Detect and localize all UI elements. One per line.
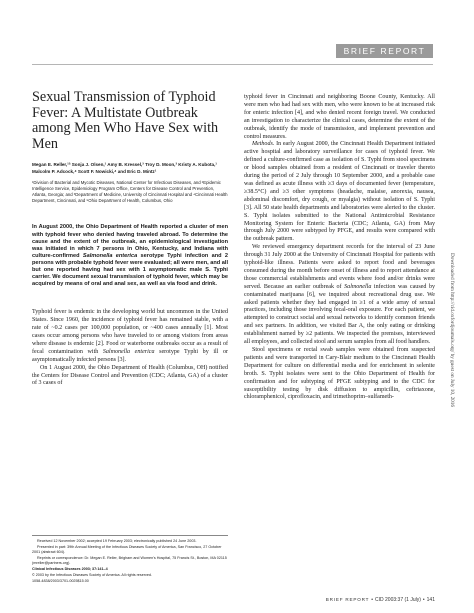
footer-section: BRIEF REPORT [325, 597, 370, 602]
methods-heading: Methods. [252, 141, 275, 148]
body-text: In early August 2000, the Cincinnati Health Department initiated active hospital and laboratory surveillance for cases of typhoid fever. We defined a culture-confirmed case as isolation of S. Typhi from stool specimens or blood samples obtained from a resident of Cincinnati or traveler thereto during the period of 2 July through 10 September 2000, and a probable case was defined as acute illness with ≥3 days of documented fever (temperature, ≥38.5°C) and ≥3 other symptoms (headache, malaise, anorexia, nausea, abdominal discomfort, dry cough, or myalgia) without isolation of S. Typhi [3]. All 50 state health departments and laboratories were alerted to the cluster. S. Typhi isolates submitted to the National Antimicrobial Resistance Monitoring System for Enteric Bacteria (CDC; Atlanta, GA) from May through July 2000 were subtyped by PFGE, and results were compared with the outbreak pattern. [244, 141, 435, 243]
left-body-text [32, 309, 228, 388]
body-text: serotype Typhi by ill or asymptomatically infected persons [3]. [32, 348, 228, 363]
footer-separator: • [422, 597, 425, 603]
author-list: Megan E. Reller,¹ª Sonja J. Olsen,¹ Amy B. Kressel,³ Troy D. Moon,³ Kristy A. Kubota,¹ Malcolm P. Adcock,⁴ Scott F. Nowicki,⁴ and Eric D. Mintz¹ [32, 162, 217, 174]
brief-report-banner: BRIEF REPORT [336, 44, 433, 58]
footnote-copyright: © 2003 by the Infectious Diseases Society of America. All rights reserved. [32, 573, 152, 577]
body-text: infection was caused by contaminated marijuana [6], we inquired about recreational drug use. We asked patients whether they had engaged in ≥1 of a wide array of sexual practices, including those involving fecal-oral exposure. For each patient, we attempted to construct social and sexual networks to identify common friends and sex partners. In addition, we visited Bar A, the only eating or drinking establishment named by ≥2 patients. We inspected the premises, interviewed all employees, and collected stool and serum samples from all food handlers. [244, 283, 435, 346]
banner-rule [32, 64, 433, 65]
footer-journal: CID 2003:37 (1 July) [375, 597, 421, 603]
download-notice[interactable]: Downloaded from http://cid.oxfordjournals.org/ by guest on July 10, 2016 [449, 253, 455, 407]
page-footer [326, 597, 435, 603]
body-paragraph [32, 309, 228, 364]
footnote-journal: Clinical Infectious Diseases 2003; 37:141–4 [32, 567, 108, 571]
body-paragraph: typhoid fever in Cincinnati and neighboring Boone County, Kentucky. All were men who had had sex with men, who were known to be at increased risk for enteric infection [4], and who denied recent foreign travel. We conducted an investigation to characterize the clinical cases, determine the extent of the outbreak, identify the mode of transmission, and implement prevention and control measures. [244, 94, 435, 140]
author-affiliations: ¹Division of Bacterial and Mycotic Diseases, National Center for Infectious Diseases, and ²Epidemic Intelligence Service, Epidemiology Program Office, Centers for Disease Control and Prevention, Atlanta, Georgia; and ³Department of Medicine, University of Cincinnati Hospital and ⁴Cincinnati Health Department, Cincinnati, and ⁵Ohio Department of Health, Columbus, Ohio [32, 179, 228, 204]
footnote-rule [32, 535, 228, 536]
footnote-reprints: Reprints or correspondence: Dr. Megan E. Reller, Brigham and Women's Hospital, 75 Francis St., Boston, MA 02115 (mreller@partners.org). [32, 556, 227, 565]
body-paragraph [244, 244, 435, 347]
body-paragraph: Stool specimens or rectal swab samples were obtained from suspected patients and were transported in Cary-Blair medium to the Cincinnati Health Department for culture on differential media and for enrichment in selenite broth. S. Typhi isolates were sent to the Ohio Department of Health for confirmation and for subtyping of PFGE subtyping and to the CDC for susceptibility testing by disk diffusion to ampicillin, ceftriaxone, chloramphenicol, ciprofloxacin, and trimethoprim–sulfameth- [244, 347, 435, 401]
footer-separator: • [371, 597, 374, 603]
abstract-text-a: In August 2000, the Ohio Department of Health reported a cluster of men with typhoid fever who denied having traveled abroad. To determine the cause and the extent of the outbreak, an epidemiological investigation was initiated in which 7 persons in Ohio, Kentucky, and Indiana with culture-confirmed [32, 224, 228, 259]
abstract-text-b: serotype Typhi infection and 2 persons with probable typhoid fever were evaluated; all were men, and all but one reported having had sex with 1 asymptomatic male S. Typhi carrier. We document sexual transmission of typhoid fever, which may be acquired by means of oral and anal sex, as well as via food and drink. [32, 252, 229, 288]
body-paragraph: On 1 August 2000, the Ohio Department of Health (Columbus, OH) notified the Centers for Disease Control and Prevention (CDC; Atlanta, GA) of a cluster of 3 cases of [32, 364, 228, 387]
page-number: 141 [426, 597, 435, 603]
body-text: We reviewed emergency department records for the interval of 23 June through 31 July 2000 at the University of Cincinnati Hospital for patients with typhoid-like illness. Patients were asked to report food and beverages consumed during the month before onset of illness and to report attendance at those commercial establishments and events where food and/or drinks were served. Because an earlier outbreak of [244, 244, 435, 290]
body-species: Salmonella enterica [102, 348, 155, 355]
left-column [32, 90, 228, 388]
methods-paragraph [244, 141, 435, 244]
body-text: Typhoid fever is endemic in the developing world but uncommon in the United States. Since 1960, the incidence of typhoid fever has remained stable, with a rate of ~0.2 cases per 100,000 population, or ~400 cases annually [1]. Most cases occur among persons who have traveled to or among visitors from areas where disease is endemic [2]. Food or waterborne outbreaks occur as a result of fecal contamination with [32, 309, 228, 355]
footnote-received: Received 12 November 2002; accepted 19 February 2003; electronically published 24 June 2003. [37, 539, 197, 543]
footnotes [32, 539, 228, 585]
abstract [32, 224, 228, 288]
article-title: Sexual Transmission of Typhoid Fever: A Multistate Outbreak among Men Who Have Sex with Men [32, 89, 219, 152]
footnote-issn: 1058-4838/2003/3701-0025$15.00 [32, 579, 89, 583]
abstract-species: Salmonella enterica [82, 252, 138, 259]
footnote-presented: Presented in part: 39th Annual Meeting of the Infectious Diseases Society of America, San Francisco, 27 October 2001 (abstract 604). [32, 545, 222, 554]
right-column [244, 94, 435, 402]
body-genus: Salmonella [344, 283, 372, 290]
